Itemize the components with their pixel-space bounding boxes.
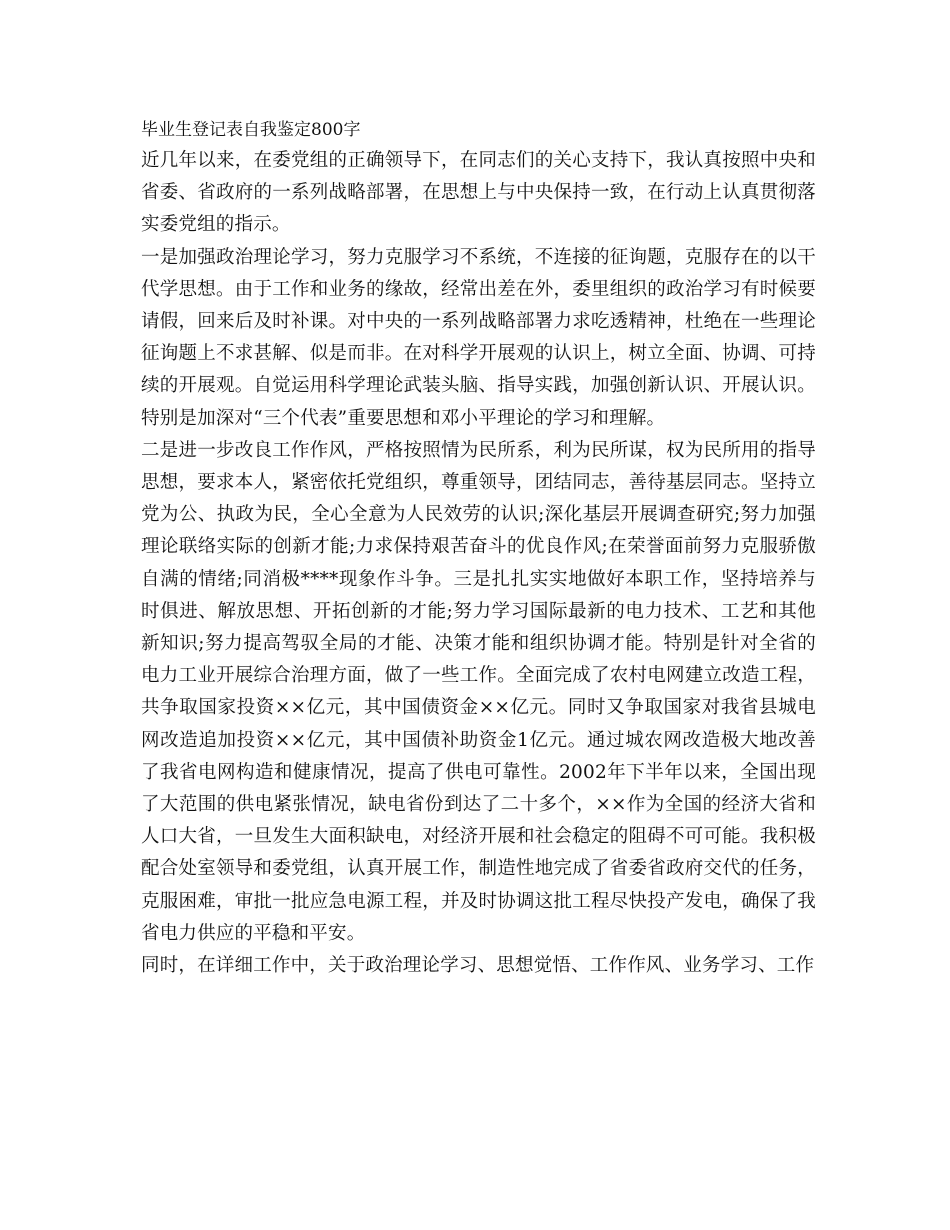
paragraph-two: 二是进一步改良工作作风，严格按照情为民所系，利为民所谋，权为民所用的指导思想，要求本人，紧密依托党组织，尊重领导，团结同志，善待基层同志。坚持立党为公、执政为民，全心全意为人民效劳的认识;深化基层开展调查研究;努力加强理论联络实际的创新才能;力求保持艰苦奋斗的优良作风;在荣誉面前努力克服骄傲自满的情绪;同消极****现象作斗争。三是扎扎实实地做好本职工作，坚持培养与时俱进、解放思想、开拓创新的才能;努力学习国际最新的电力技术、工艺和其他新知识;努力提高驾驭全局的才能、决策才能和组织协调才能。特别是针对全省的电力工业开展综合治理方面，做了一些工作。全面完成了农村电网建立改造工程，共争取国家投资××亿元，其中国债资金××亿元。同时又争取国家对我省县城电网改造追加投资××亿元，其中国债补助资金1亿元。通过城农网改造极大地改善了我省电网构造和健康情况，提高了供电可靠性。2002年下半年以来，全国出现了大范围的供电紧张情况，缺电省份到达了二十多个，××作为全国的经济大省和人口大省，一旦发生大面积缺电，对经济开展和社会稳定的阻碍不可可能。我积极配合处室领导和委党组，认真开展工作，制造性地完成了省委省政府交代的任务，克服困难，审批一批应急电源工程，并及时协调这批工程尽快投产发电，确保了我省电力供应的平稳和平安。 — [141, 439, 816, 944]
paragraph-one: 一是加强政治理论学习，努力克服学习不系统，不连接的征询题，克服存在的以干代学思想。由于工作和业务的缘故，经常出差在外，委里组织的政治学习有时候要请假，回来后及时补课。对中央的一系列战略部署力求吃透精神，杜绝在一些理论征询题上不求甚解、似是而非。在对科学开展观的认识上，树立全面、协调、可持续的开展观。自觉运用科学理论武装头脑、指导实践，加强创新认识、开展认识。特别是加深对“三个代表”重要思想和邓小平理论的学习和理解。 — [141, 246, 816, 429]
paragraph-intro: 近几年以来，在委党组的正确领导下，在同志们的关心支持下，我认真按照中央和省委、省政府的一系列战略部署，在思想上与中央保持一致，在行动上认真贯彻落实委党组的指示。 — [141, 150, 816, 236]
paragraph-three: 同时，在详细工作中，关于政治理论学习、思想觉悟、工作作风、业务学习、工作 — [141, 955, 815, 977]
document-body — [141, 115, 816, 982]
document-title: 毕业生登记表自我鉴定800字 — [141, 120, 361, 140]
